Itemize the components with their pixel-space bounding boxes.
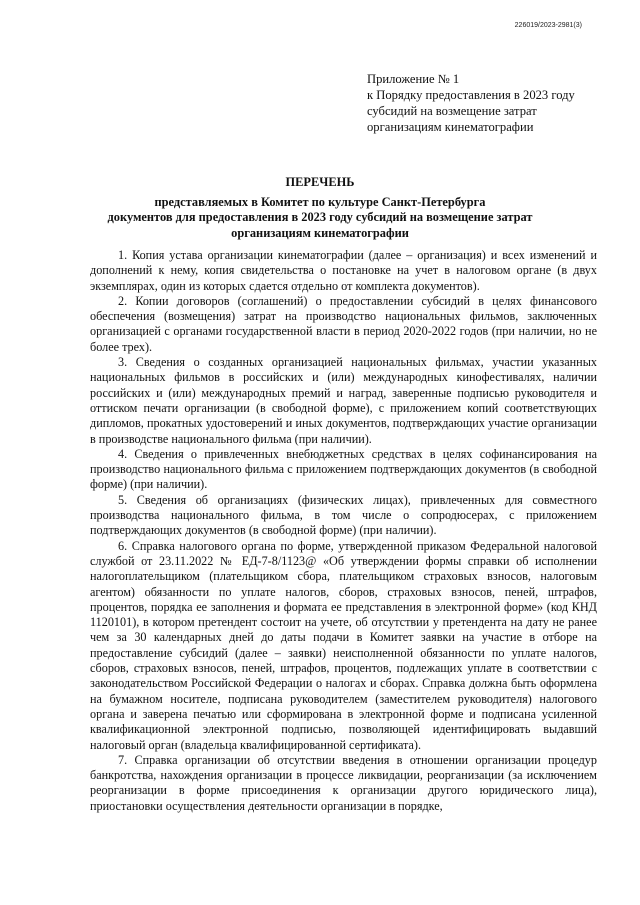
list-item: 6. Справка налогового органа по форме, утвержденной приказом Федеральной налоговой службой от 23.11.2022 № ЕД-7-8/1123@ «Об утверждении формы справки об исполнении налогоплательщиком (плательщиком сбора, плательщиком страховых взносов, налоговым агентом) обязанности по уплате налогов, сборов, страховых взносов, пеней, штрафов, процентов, порядка ее заполнения и формата ее представления в электронной форме» (код КНД 1120101), в котором претендент состоит на учете, об отсутствии у претендента на дату не ранее чем за 30 календарных дней до даты подачи в Комитет заявки на участие в отборе на предоставление субсидий (далее – заявки) неисполненной обязанности по уплате налогов, сборов, страховых взносов, пеней, штрафов, процентов, подлежащих уплате в соответствии с законодательством Российской Федерации о налогах и сборах. Справка должна быть оформлена на бумажном носителе, подписана руководителем (заместителем руководителя) налогового органа и заверена печатью или сформирована в электронной форме и подписана усиленной квалификационной электронной подписью, позволяющей идентифицировать выдавший налоговый орган (владельца квалифицированной сертификата). (90, 538, 597, 752)
list-item: 3. Сведения о созданных организацией национальных фильмах, участии указанных национальных фильмов в российских и (или) международных кинофестивалях, наличии российских и (или) международных премий и наград, заверенные подписью руководителя и оттиском печати организации (в свободной форме), с приложением копий соответствующих дипломов, прокатных удостоверений и иных документов, подтверждающих участие организации в производстве национального фильма (при наличии). (90, 355, 597, 446)
appendix-line: организациям кинематографии (367, 120, 534, 134)
appendix-line: к Порядку предоставления в 2023 году (367, 88, 575, 102)
document-number: 226019/2023-2981(3) (514, 22, 582, 29)
document-title (60, 175, 580, 241)
list-item: 2. Копии договоров (соглашений) о предоставлении субсидий в целях финансового обеспечения (возмещения) затрат на производство национальных фильмов, заключенных организацией с органами государственной власти в период 2020-2022 годов (при наличии, но не более трех). (90, 293, 597, 354)
list-item: 5. Сведения об организациях (физических лицах), привлеченных для совместного производства национального фильма, в том числе о сопродюсерах, с приложением подтверждающих документов (в свободной форме) (при наличии). (90, 492, 597, 538)
appendix-line: Приложение № 1 (367, 72, 460, 86)
appendix-line: субсидий на возмещение затрат (367, 104, 537, 118)
list-item: 7. Справка организации об отсутствии введения в отношении организации процедур банкротства, нахождения организации в процессе ликвидации, реорганизации (за исключением реорганизации в форме присоединения к организации другого юридического лица), приостановки осуществления деятельности организации в порядке, (90, 752, 597, 813)
document-body (90, 248, 597, 814)
list-item: 1. Копия устава организации кинематографии (далее – организация) и всех изменений и дополнений к нему, копия свидетельства о постановке на учет в налоговом органе (в двух экземплярах, один из которых сдается отдельно от комплекта документов). (90, 248, 597, 293)
appendix-reference (367, 71, 607, 135)
title-line: документов для предоставления в 2023 году субсидий на возмещение затрат (107, 210, 533, 225)
title-line: организациям кинематографии (231, 225, 409, 240)
title-main: ПЕРЕЧЕНЬ (285, 175, 355, 189)
list-item: 4. Сведения о привлеченных внебюджетных средствах в целях софинансирования на производство национального фильма с приложением подтверждающих документов (в свободной форме) (при наличии). (90, 446, 597, 492)
title-line: представляемых в Комитет по культуре Санкт-Петербурга (154, 194, 486, 209)
